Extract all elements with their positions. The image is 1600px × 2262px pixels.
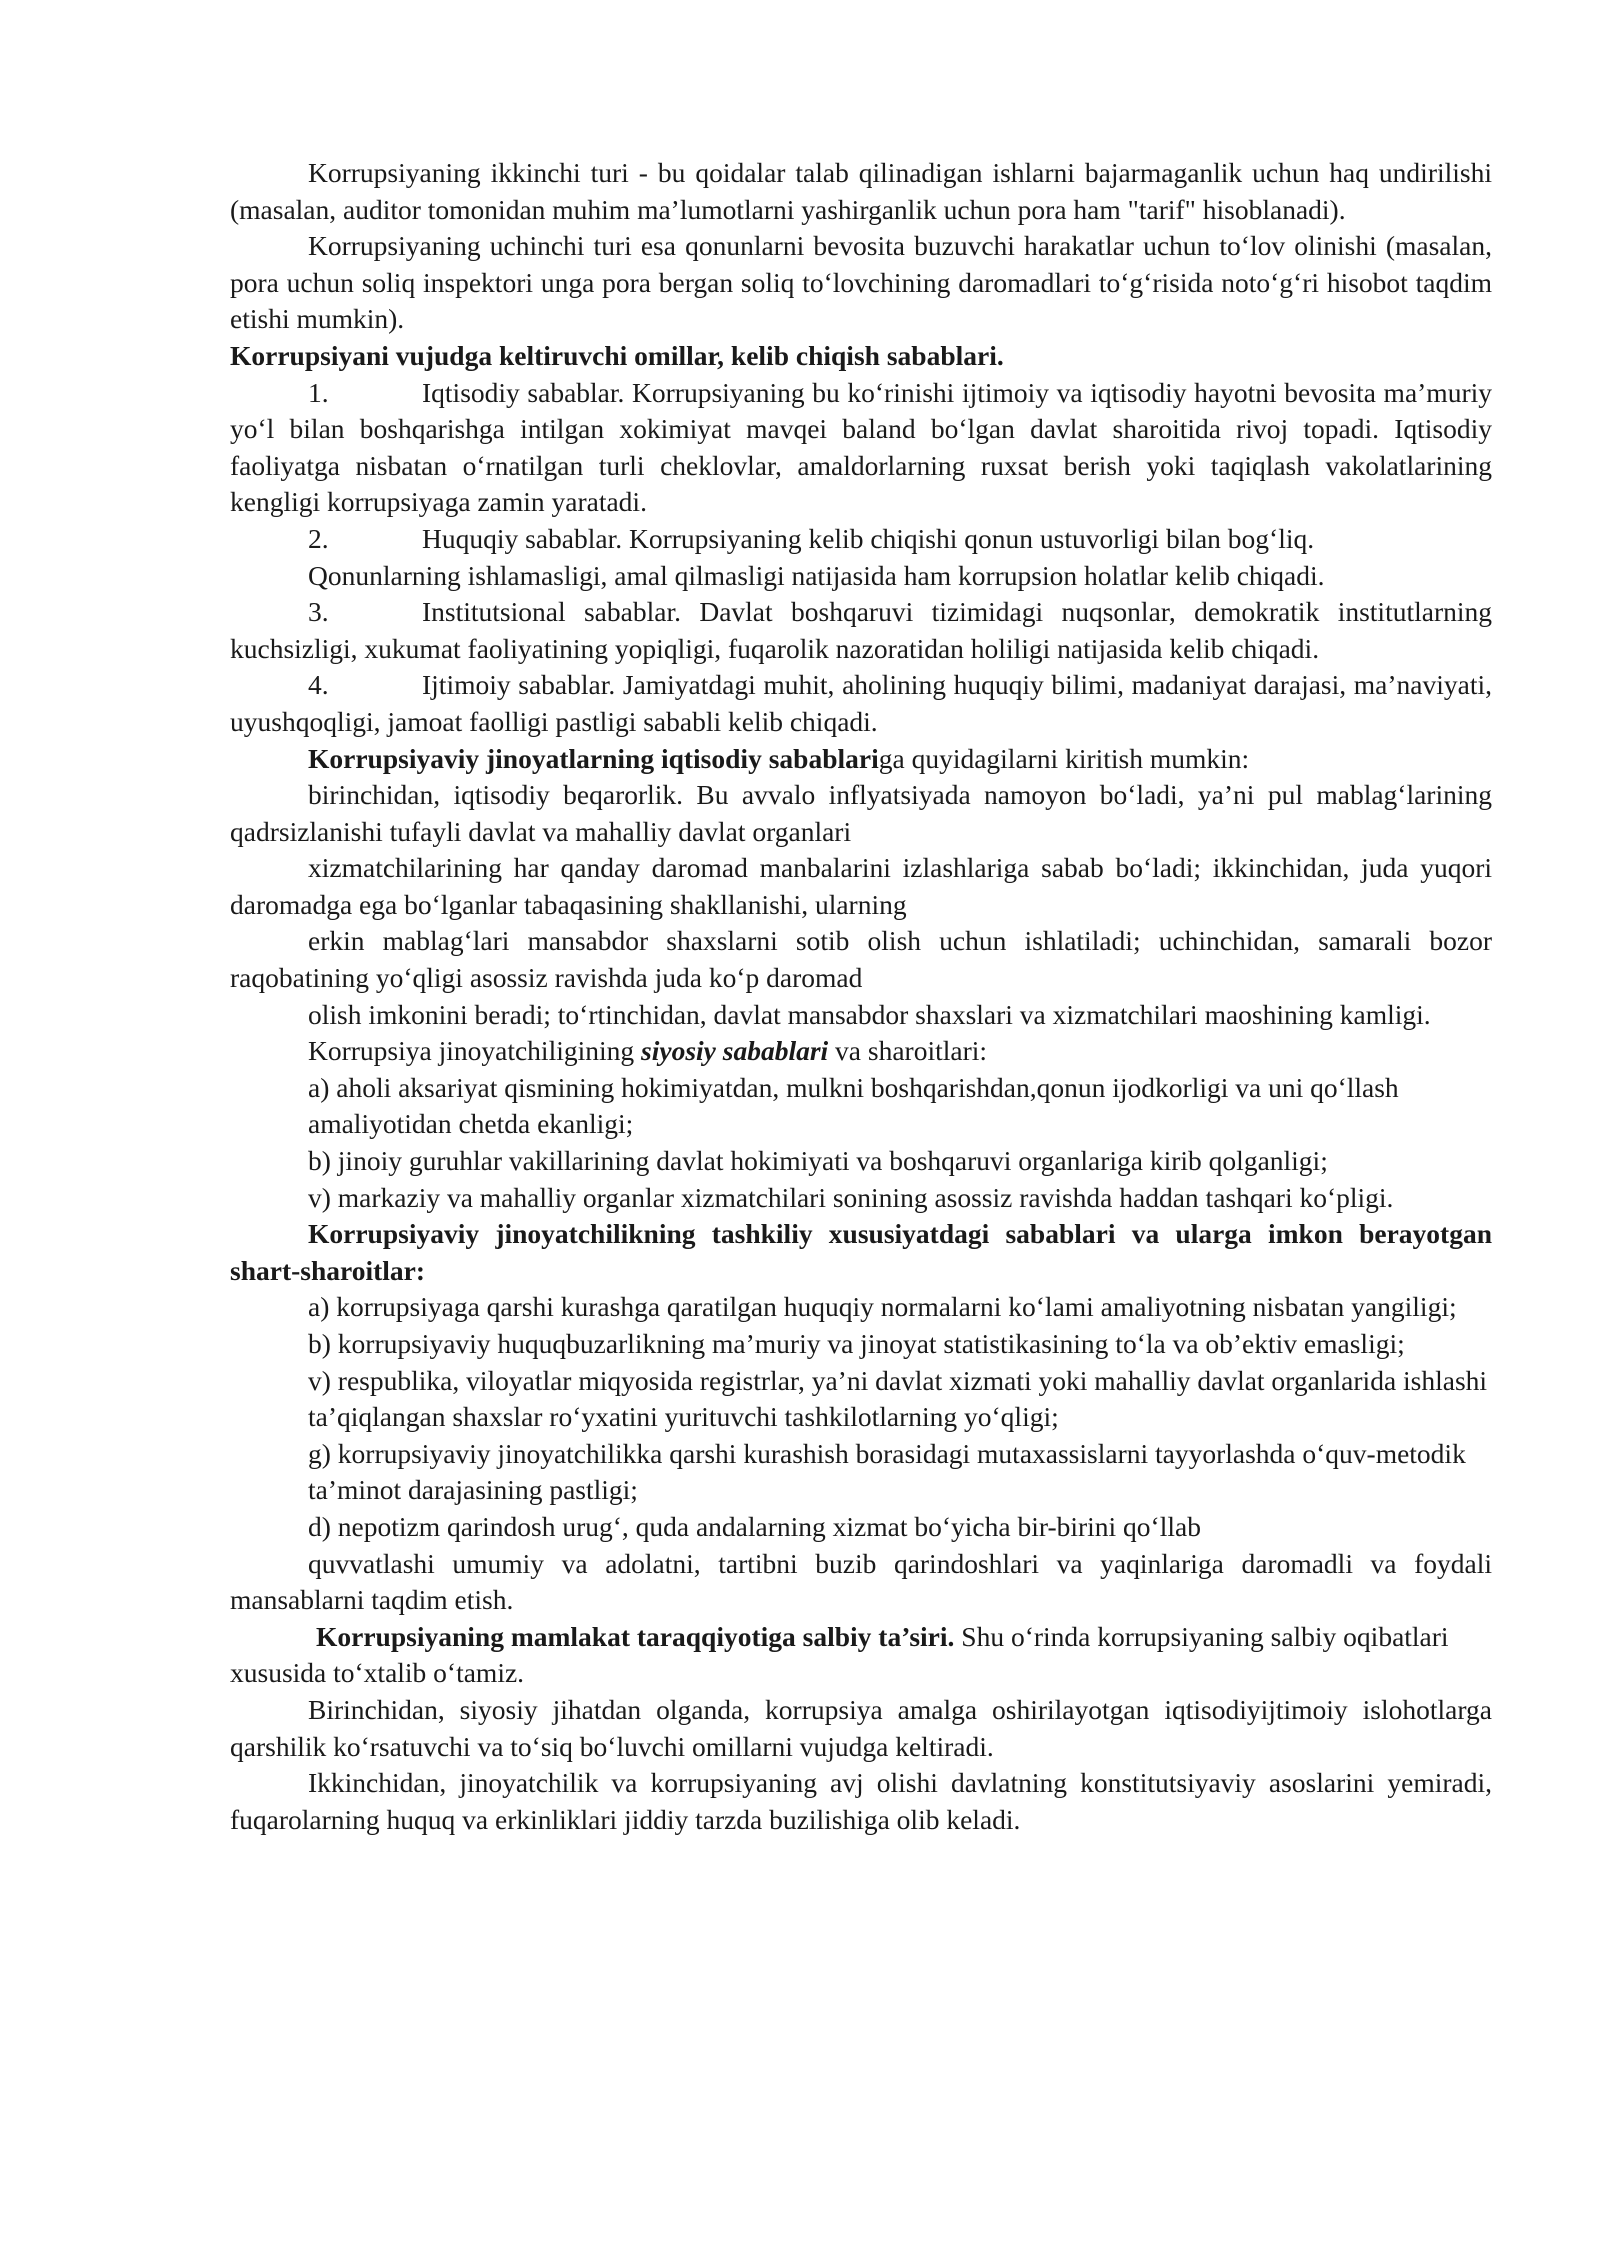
list-item-legal-reasons xyxy=(230,521,1492,558)
paragraph-economic-line-1: birinchidan, iqtisodiy beqarorlik. Bu avvalo inflyatsiyada namoyon bo‘ladi, ya’ni pul mablag‘larining qadrsizlanishi tufayli davlat va mahalliy davlat organlari xyxy=(230,779,1492,847)
list-item-text: Ijtimoiy sabablar. Jamiyatdagi muhit, aholining huquqiy bilimi, madaniyat darajasi, ma’naviyati, uyushqoqligi, jamoat faolligi pastligi sababli kelib chiqadi. xyxy=(230,669,1492,737)
list-item-text: Institutsional sabablar. Davlat boshqaruvi tizimidagi nuqsonlar, demokratik institutlarning kuchsizligi, xukumat faoliyatining yopiqligi, fuqarolik nazoratidan holiligi natijasida kelib chiqadi. xyxy=(230,596,1492,664)
paragraph-economic-line-3: erkin mablag‘lari mansabdor shaxslarni sotib olish uchun ishlatiladi; uchinchidan, samarali bozor raqobatining yo‘qligi asossiz ravishda juda ko‘p daromad xyxy=(230,925,1492,994)
paragraph-corruption-type-3: Korrupsiyaning uchinchi turi esa qonunlarni bevosita buzuvchi harakatlar uchun to‘lov olinishi (masalan, pora uchun soliq inspektori unga pora bergan soliq to‘lovchining daromadlari to‘g‘risida noto‘g‘ri hisobot taqdim etishi mumkin). xyxy=(230,230,1492,335)
list-number: 3. xyxy=(308,596,329,628)
document-page xyxy=(230,155,1492,1838)
paragraph-economic-line-2: xizmatchilarining har qanday daromad manbalarini izlashlariga sabab bo‘ladi; ikkinchidan, juda yuqori daromadga ega bo‘lganlar tabaqasining shakllanishi, ularning xyxy=(230,852,1492,920)
list-item-economic-reasons xyxy=(230,375,1492,521)
organizational-item-v: v) respublika, viloyatlar miqyosida registrlar, ya’ni davlat xizmati yoki mahalliy davlat organlarida ishlashi ta’qiqlangan shaxslar ro‘yxatini yurituvchi tashkilotlarning yo‘qligi; xyxy=(308,1364,1488,1433)
organizational-item-d: d) nepotizm qarindosh urug‘, quda andalarning xizmat bo‘yicha bir-birini qo‘llab xyxy=(308,1510,1201,1542)
economic-causes-heading: Korrupsiyaviy jinoyatlarning iqtisodiy sabablari xyxy=(308,742,879,774)
paragraph-legal-continuation: Qonunlarning ishlamasligi, amal qilmasligi natijasida ham korrupsion holatlar kelib chiqadi. xyxy=(308,559,1325,591)
negative-impact-heading: Korrupsiyaning mamlakat taraqqiyotiga salbiy ta’siri. xyxy=(316,1620,955,1652)
political-item-b: b) jinoiy guruhlar vakillarining davlat hokimiyati va boshqaruvi organlariga kirib qolganligi; xyxy=(308,1145,1328,1177)
organizational-item-g: g) korrupsiyaviy jinoyatchilikka qarshi kurashish borasidagi mutaxassislarni tayyorlashda o‘quv-metodik ta’minot darajasining pastligi; xyxy=(308,1437,1466,1506)
list-item-institutional-reasons xyxy=(230,594,1492,667)
list-item-social-reasons xyxy=(230,667,1492,740)
negative-impact-text: Shu o‘rinda korrupsiyaning salbiy oqibatlari xususida to‘xtalib o‘tamiz. xyxy=(230,1620,1449,1689)
political-intro-post: va sharoitlari: xyxy=(828,1035,988,1067)
list-item-text: Huquqiy sabablar. Korrupsiyaning kelib chiqishi qonun ustuvorligi bilan bog‘liq. xyxy=(422,522,1315,554)
paragraph-economic-causes-intro xyxy=(230,741,1492,778)
political-item-a: a) aholi aksariyat qismining hokimiyatdan, mulkni boshqarishdan,qonun ijodkorligi va uni qo‘llash amaliyotidan chetda ekanligi; xyxy=(308,1071,1399,1140)
list-number: 4. xyxy=(308,669,329,701)
political-item-v: v) markaziy va mahalliy organlar xizmatchilari sonining asossiz ravishda haddan tashqari ko‘pligi. xyxy=(308,1181,1394,1213)
section-heading-factors: Korrupsiyani vujudga keltiruvchi omillar, kelib chiqish sabablari. xyxy=(230,339,1004,371)
section-heading-organizational: Korrupsiyaviy jinoyatchilikning tashkiliy xususiyatdagi sabablari va ularga imkon berayotgan shart-sharoitlar: xyxy=(230,1218,1492,1286)
political-causes-emphasis: siyosiy sabablari xyxy=(641,1035,829,1067)
list-number: 2. xyxy=(308,522,329,554)
political-intro-pre: Korrupsiya jinoyatchiligining xyxy=(308,1035,642,1067)
organizational-item-a: a) korrupsiyaga qarshi kurashga qaratilgan huquqiy normalarni ko‘lami amaliyotning nisbatan yangiligi; xyxy=(308,1291,1457,1323)
paragraph-political-causes-intro xyxy=(230,1033,1492,1070)
organizational-item-b: b) korrupsiyaviy huquqbuzarlikning ma’muriy va jinoyat statistikasining to‘la va ob’ektiv emasligi; xyxy=(308,1328,1405,1359)
list-number: 1. xyxy=(308,376,329,408)
list-item-text: Iqtisodiy sabablar. Korrupsiyaning bu ko‘rinishi ijtimoiy va iqtisodiy hayotni bevosita ma’muriy yo‘l bilan boshqarishga intilgan xokimiyat mavqei baland bo‘lgan davlat sharoitida rivoj topadi. Iqtisodiy faoliyatga nisbatan o‘rnatilgan turli cheklovlar, amaldorlarning ruxsat berish yoki taqiqlash vakolatlarining kengligi korrupsiyaga zamin yaratadi. xyxy=(230,376,1492,518)
paragraph-negative-impact xyxy=(230,1619,1492,1692)
paragraph-firstly: Birinchidan, siyosiy jihatdan olganda, korrupsiya amalga oshirilayotgan iqtisodiyijtimoiy islohotlarga qarshilik ko‘rsatuvchi va to‘siq bo‘luvchi omillarni vujudga keltiradi. xyxy=(230,1693,1492,1762)
organizational-item-d-continuation: quvvatlashi umumiy va adolatni, tartibni buzib qarindoshlari va yaqinlariga daromadli va foydali mansablarni taqdim etish. xyxy=(230,1547,1492,1616)
economic-causes-intro-text: ga quyidagilarni kiritish mumkin: xyxy=(878,742,1250,774)
paragraph-secondly: Ikkinchidan, jinoyatchilik va korrupsiyaning avj olishi davlatning konstitutsiyaviy asoslarini yemiradi, fuqarolarning huquq va erkinliklari jiddiy tarzda buzilishiga olib keladi. xyxy=(230,1767,1492,1835)
paragraph-corruption-type-2: Korrupsiyaning ikkinchi turi - bu qoidalar talab qilinadigan ishlarni bajarmaganlik uchun haq undirilishi (masalan, auditor tomonidan muhim ma’lumotlarni yashirganlik uchun pora ham "tarif" hisoblanadi). xyxy=(230,157,1492,225)
paragraph-economic-line-4: olish imkonini beradi; to‘rtinchidan, davlat mansabdor shaxslari va xizmatchilari maoshining kamligi. xyxy=(308,998,1431,1030)
